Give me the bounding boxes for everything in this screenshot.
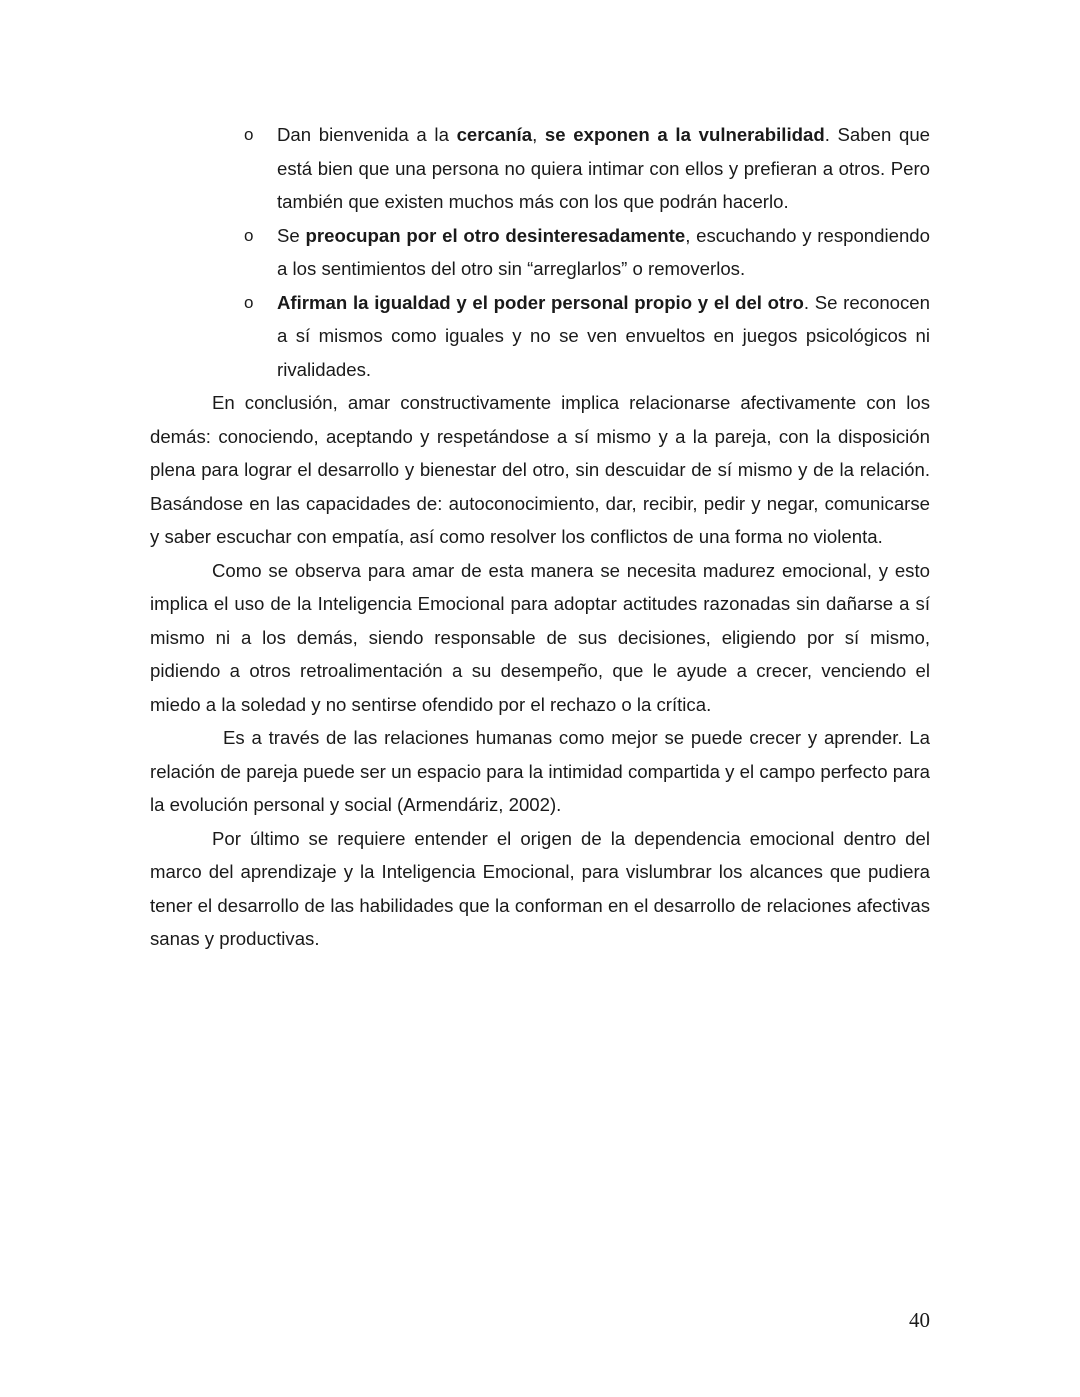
list-item-text: . Se reconocen a sí mismos como iguales y no se ven envueltos en juegos psicológicos ni rivalidades.	[277, 291, 930, 380]
list-item-text: Se	[277, 224, 306, 246]
bullet-list	[150, 118, 930, 386]
paragraph-human-relations: Es a través de las relaciones humanas como mejor se puede crecer y aprender. La relación de pareja puede ser un espacio para la intimidad compartida y el campo perfecto para la evolución personal y social (Armendáriz, 2002).	[150, 727, 930, 815]
paragraph-conclusion: En conclusión, amar constructivamente implica relacionarse afectivamente con los demás: conociendo, aceptando y respetándose a sí mismo y a la pareja, con la disposición plena para lograr el desarrollo y bienestar del otro, sin descuidar de sí mismo y de la relación. Basándose en las capacidades de: autoconocimiento, dar, recibir, pedir y negar, comunicarse y saber escuchar con empatía, así como resolver los conflictos de una forma no violenta.	[150, 392, 930, 547]
paragraph-emotional-maturity: Como se observa para amar de esta manera se necesita madurez emocional, y esto implica el uso de la Inteligencia Emocional para adoptar actitudes razonadas sin dañarse a sí mismo ni a los demás, siendo responsable de sus decisiones, eligiendo por sí mismo, pidiendo a otros retroalimentación a su desempeño, que le ayude a crecer, venciendo el miedo a la soledad y no sentirse ofendido por el rechazo o la crítica.	[150, 559, 930, 715]
bullet-icon: o	[244, 225, 254, 245]
list-item-emphasis: Afirman la igualdad y el poder personal propio y el del otro	[277, 291, 804, 313]
list-item	[150, 118, 930, 219]
page-number: 40	[909, 1308, 930, 1332]
paragraph-final: Por último se requiere entender el origen de la dependencia emocional dentro del marco del aprendizaje y la Inteligencia Emocional, para vislumbrar los alcances que pudiera tener el desarrollo de las habilidades que la conforman en el desarrollo de relaciones afectivas sanas y productivas.	[150, 827, 930, 949]
list-item-emphasis: preocupan por el otro desinteresadamente	[305, 224, 686, 246]
list-item-emphasis: se exponen a la vulnerabilidad	[544, 124, 825, 145]
list-item-emphasis: cercanía	[456, 124, 533, 145]
list-item	[150, 219, 930, 286]
list-item-text: , escuchando y respondiendo a los sentimientos del otro sin “arreglarlos” o removerlos.	[277, 224, 930, 279]
list-item-text: . Saben que está bien que una persona no quiera intimar con ellos y prefieran a otros. Pero también que existen muchos más con los que podrán hacerlo.	[277, 124, 930, 212]
bullet-icon: o	[244, 292, 254, 312]
list-item	[150, 286, 930, 387]
list-item-text: ,	[532, 124, 545, 145]
bullet-icon: o	[244, 125, 254, 144]
body-text	[150, 118, 930, 956]
list-item-text: Dan bienvenida a la	[277, 124, 457, 145]
